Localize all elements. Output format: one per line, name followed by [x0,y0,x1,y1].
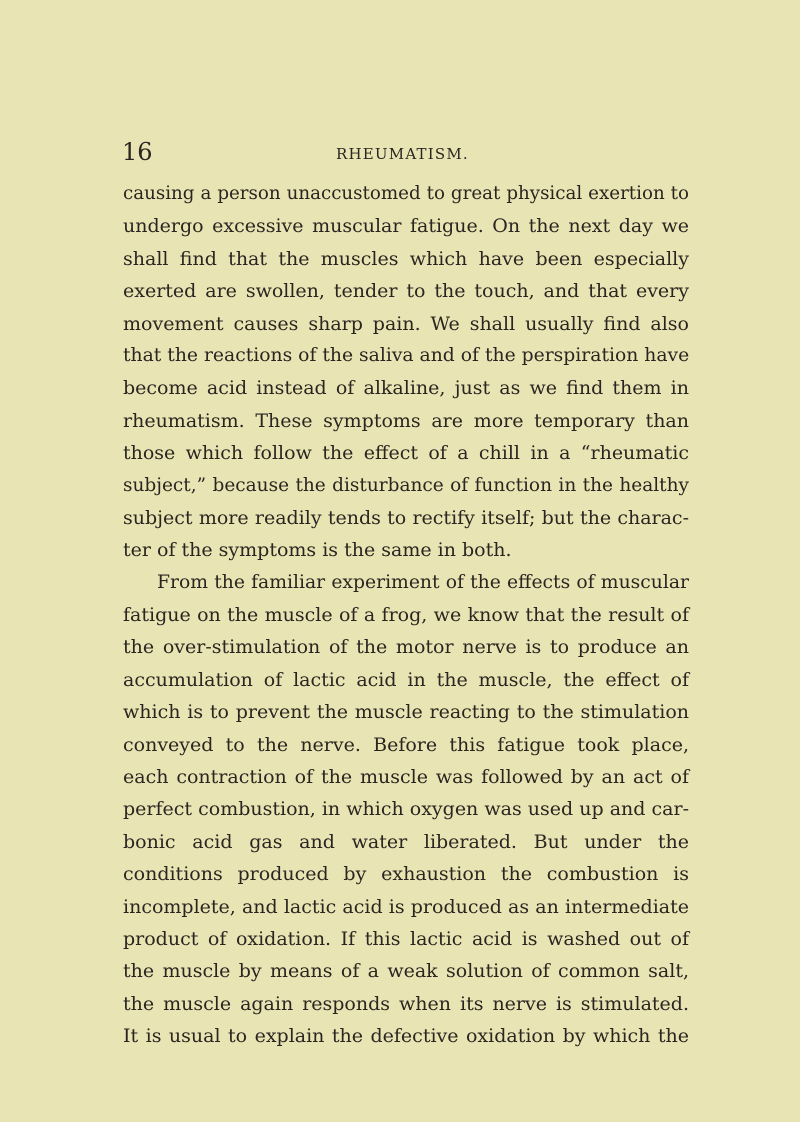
running-head [122,138,688,168]
text-line: movement causes sharp pain. We shall usually find also [123,312,689,335]
text-line: undergo excessive muscular fatigue. On the next day we [123,215,689,238]
body-text [123,178,689,1053]
text-line: ter of the symptoms is the same in both. [123,539,512,562]
text-line: each contraction of the muscle was followed by an act of [123,766,689,789]
text-line: product of oxidation. If this lactic acid is washed out of [123,927,689,950]
text-line: which is to prevent the muscle reacting to the stimulation [123,701,689,724]
text-line: subject,” because the disturbance of function in the healthy [123,474,689,496]
text-line: the muscle again responds when its nerve is stimulated. [123,992,689,1015]
text-line: bonic acid gas and water liberated. But under the [123,830,689,853]
text-line: incomplete, and lactic acid is produced as an intermediate [123,895,689,918]
running-title: RHEUMATISM. [336,145,469,163]
text-line: From the familiar experiment of the effects of muscular [157,571,689,593]
text-line: perfect combustion, in which oxygen was used up and car- [123,798,689,821]
text-line: conditions produced by exhaustion the combustion is [123,863,689,886]
text-line: shall find that the muscles which have been especially [123,247,689,270]
text-line: fatigue on the muscle of a frog, we know that the result of [123,604,689,627]
text-line: accumulation of lactic acid in the muscle, the effect of [123,668,689,691]
text-line: causing a person unaccustomed to great physical exertion to [123,183,689,204]
text-line: become acid instead of alkaline, just as we find them in [123,377,689,400]
text-line: those which follow the effect of a chill in a “rheumatic [123,442,689,465]
text-line: It is usual to explain the defective oxidation by which the [123,1025,689,1048]
text-line: conveyed to the nerve. Before this fatigue took place, [123,733,689,756]
text-line: the over-stimulation of the motor nerve is to produce an [123,636,689,659]
page-number: 16 [122,138,153,166]
text-line: exerted are swollen, tender to the touch, and that every [123,280,689,303]
text-line: that the reactions of the saliva and of the perspiration have [123,344,690,366]
text-line: subject more readily tends to rectify itself; but the charac- [123,506,689,529]
text-line: rheumatism. These symptoms are more temporary than [123,409,689,432]
text-line: the muscle by means of a weak solution of common salt, [123,960,689,983]
